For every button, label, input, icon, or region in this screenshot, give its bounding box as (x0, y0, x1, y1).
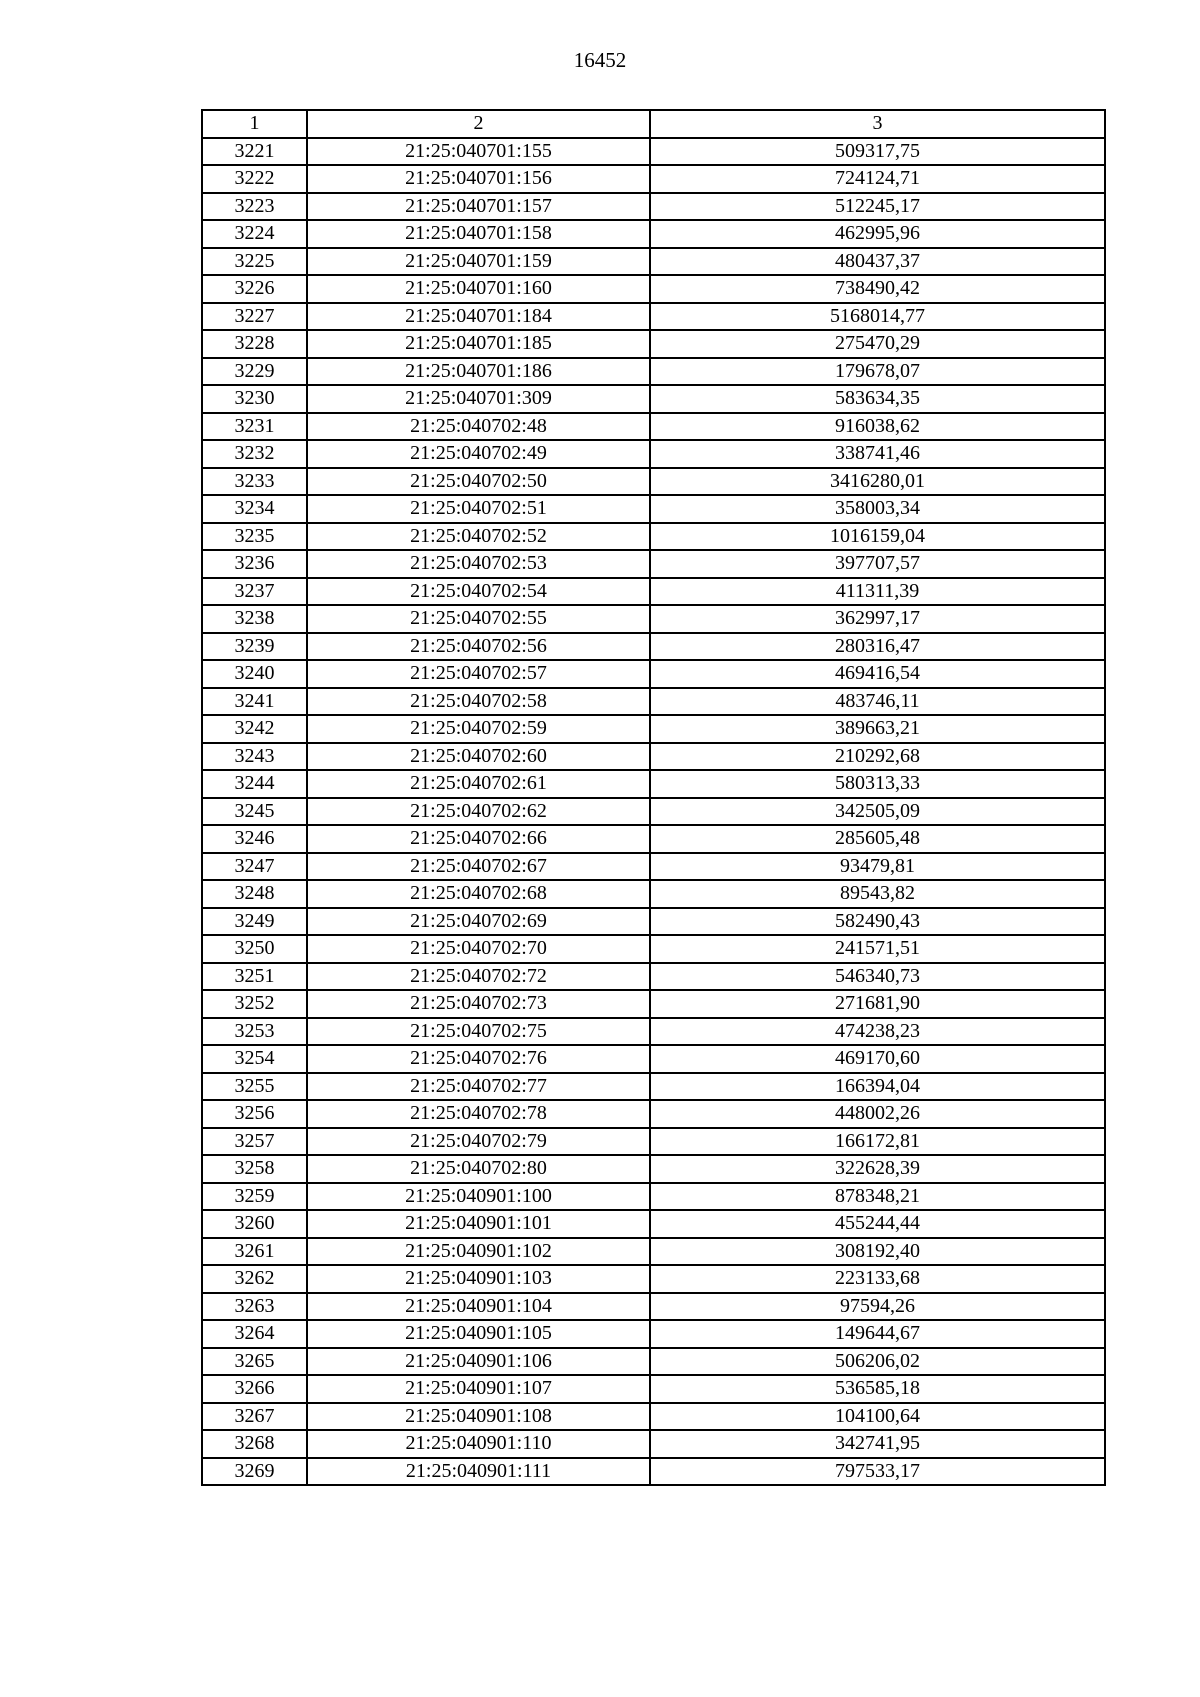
cadastral-number-cell: 21:25:040901:100 (307, 1183, 650, 1211)
cadastral-number-cell: 21:25:040702:53 (307, 550, 650, 578)
row-number-cell: 3259 (202, 1183, 307, 1211)
cadastral-number-cell: 21:25:040901:107 (307, 1375, 650, 1403)
row-number-cell: 3250 (202, 935, 307, 963)
cadastral-value-cell: 878348,21 (650, 1183, 1105, 1211)
cadastral-value-cell: 338741,46 (650, 440, 1105, 468)
table-row (202, 495, 1105, 523)
table-row (202, 330, 1105, 358)
cadastral-number-cell: 21:25:040702:56 (307, 633, 650, 661)
row-number-cell: 3244 (202, 770, 307, 798)
cadastral-value-cell: 358003,34 (650, 495, 1105, 523)
cadastral-number-cell: 21:25:040702:72 (307, 963, 650, 991)
cadastral-number-cell: 21:25:040702:68 (307, 880, 650, 908)
cadastral-number-cell: 21:25:040901:104 (307, 1293, 650, 1321)
cadastral-number-cell: 21:25:040901:101 (307, 1210, 650, 1238)
cadastral-number-cell: 21:25:040701:160 (307, 275, 650, 303)
cadastral-number-cell: 21:25:040701:156 (307, 165, 650, 193)
table-row (202, 413, 1105, 441)
row-number-cell: 3268 (202, 1430, 307, 1458)
cadastral-number-cell: 21:25:040702:78 (307, 1100, 650, 1128)
row-number-cell: 3235 (202, 523, 307, 551)
cadastral-value-cell: 448002,26 (650, 1100, 1105, 1128)
cadastral-number-cell: 21:25:040701:185 (307, 330, 650, 358)
page-number: 16452 (573, 48, 627, 72)
cadastral-number-cell: 21:25:040701:158 (307, 220, 650, 248)
row-number-cell: 3245 (202, 798, 307, 826)
cadastral-value-cell: 280316,47 (650, 633, 1105, 661)
table-row (202, 660, 1105, 688)
table-row (202, 523, 1105, 551)
cadastral-value-cell: 462995,96 (650, 220, 1105, 248)
cadastral-value-cell: 724124,71 (650, 165, 1105, 193)
table-row (202, 715, 1105, 743)
cadastral-number-cell: 21:25:040901:110 (307, 1430, 650, 1458)
row-number-cell: 3221 (202, 138, 307, 166)
cadastral-value-cell: 1016159,04 (650, 523, 1105, 551)
table-row (202, 578, 1105, 606)
cadastral-value-cell: 506206,02 (650, 1348, 1105, 1376)
cadastral-value-cell: 149644,67 (650, 1320, 1105, 1348)
table-row (202, 1183, 1105, 1211)
table-row (202, 358, 1105, 386)
table-row (202, 440, 1105, 468)
row-number-cell: 3227 (202, 303, 307, 331)
row-number-cell: 3248 (202, 880, 307, 908)
table-body (202, 138, 1105, 1486)
table-row (202, 798, 1105, 826)
cadastral-number-cell: 21:25:040901:103 (307, 1265, 650, 1293)
row-number-cell: 3236 (202, 550, 307, 578)
cadastral-value-cell: 342741,95 (650, 1430, 1105, 1458)
cadastral-value-cell: 3416280,01 (650, 468, 1105, 496)
table-row (202, 248, 1105, 276)
row-number-cell: 3224 (202, 220, 307, 248)
table-row (202, 880, 1105, 908)
cadastral-value-cell: 483746,11 (650, 688, 1105, 716)
cadastral-value-cell: 223133,68 (650, 1265, 1105, 1293)
table-row (202, 935, 1105, 963)
table-header (202, 110, 1105, 138)
cadastral-value-cell: 738490,42 (650, 275, 1105, 303)
cadastral-value-cell: 308192,40 (650, 1238, 1105, 1266)
row-number-cell: 3260 (202, 1210, 307, 1238)
row-number-cell: 3232 (202, 440, 307, 468)
row-number-cell: 3238 (202, 605, 307, 633)
row-number-cell: 3225 (202, 248, 307, 276)
row-number-cell: 3243 (202, 743, 307, 771)
header-row (202, 110, 1105, 138)
table-row (202, 1128, 1105, 1156)
cadastral-number-cell: 21:25:040702:60 (307, 743, 650, 771)
cadastral-value-cell: 474238,23 (650, 1018, 1105, 1046)
row-number-cell: 3242 (202, 715, 307, 743)
table-row (202, 1458, 1105, 1486)
row-number-cell: 3241 (202, 688, 307, 716)
table-row (202, 165, 1105, 193)
table-row (202, 468, 1105, 496)
cadastral-value-cell: 322628,39 (650, 1155, 1105, 1183)
row-number-cell: 3251 (202, 963, 307, 991)
cadastral-number-cell: 21:25:040702:55 (307, 605, 650, 633)
row-number-cell: 3223 (202, 193, 307, 221)
cadastral-number-cell: 21:25:040901:111 (307, 1458, 650, 1486)
cadastral-number-cell: 21:25:040702:52 (307, 523, 650, 551)
table-row (202, 1045, 1105, 1073)
cadastral-value-cell: 275470,29 (650, 330, 1105, 358)
cadastral-value-cell: 582490,43 (650, 908, 1105, 936)
table-row (202, 1018, 1105, 1046)
table-row (202, 138, 1105, 166)
cadastral-value-cell: 210292,68 (650, 743, 1105, 771)
table-row (202, 853, 1105, 881)
cadastral-value-cell: 389663,21 (650, 715, 1105, 743)
row-number-cell: 3226 (202, 275, 307, 303)
cadastral-number-cell: 21:25:040701:309 (307, 385, 650, 413)
row-number-cell: 3252 (202, 990, 307, 1018)
header-col-1: 1 (202, 110, 307, 138)
cadastral-value-cell: 89543,82 (650, 880, 1105, 908)
cadastral-number-cell: 21:25:040901:106 (307, 1348, 650, 1376)
row-number-cell: 3229 (202, 358, 307, 386)
cadastral-number-cell: 21:25:040701:157 (307, 193, 650, 221)
row-number-cell: 3255 (202, 1073, 307, 1101)
cadastral-value-cell: 93479,81 (650, 853, 1105, 881)
table-row (202, 688, 1105, 716)
table-row (202, 770, 1105, 798)
cadastral-number-cell: 21:25:040702:58 (307, 688, 650, 716)
cadastral-value-cell: 97594,26 (650, 1293, 1105, 1321)
table-row (202, 1403, 1105, 1431)
row-number-cell: 3263 (202, 1293, 307, 1321)
table-row (202, 275, 1105, 303)
cadastral-value-cell: 583634,35 (650, 385, 1105, 413)
cadastral-value-cell: 241571,51 (650, 935, 1105, 963)
header-col-3: 3 (650, 110, 1105, 138)
cadastral-number-cell: 21:25:040702:50 (307, 468, 650, 496)
cadastral-number-cell: 21:25:040901:102 (307, 1238, 650, 1266)
row-number-cell: 3228 (202, 330, 307, 358)
cadastral-value-cell: 469416,54 (650, 660, 1105, 688)
table-row (202, 550, 1105, 578)
row-number-cell: 3237 (202, 578, 307, 606)
cadastral-value-table (201, 109, 1106, 1486)
cadastral-value-cell: 797533,17 (650, 1458, 1105, 1486)
cadastral-value-cell: 536585,18 (650, 1375, 1105, 1403)
row-number-cell: 3269 (202, 1458, 307, 1486)
cadastral-value-cell: 166394,04 (650, 1073, 1105, 1101)
table-row (202, 743, 1105, 771)
row-number-cell: 3264 (202, 1320, 307, 1348)
cadastral-value-cell: 512245,17 (650, 193, 1105, 221)
cadastral-value-cell: 546340,73 (650, 963, 1105, 991)
cadastral-value-cell: 397707,57 (650, 550, 1105, 578)
cadastral-value-cell: 104100,64 (650, 1403, 1105, 1431)
cadastral-number-cell: 21:25:040702:77 (307, 1073, 650, 1101)
cadastral-number-cell: 21:25:040702:80 (307, 1155, 650, 1183)
cadastral-value-cell: 509317,75 (650, 138, 1105, 166)
table-row (202, 1210, 1105, 1238)
table-row (202, 1155, 1105, 1183)
table-row (202, 908, 1105, 936)
row-number-cell: 3258 (202, 1155, 307, 1183)
table-row (202, 963, 1105, 991)
cadastral-value-cell: 342505,09 (650, 798, 1105, 826)
row-number-cell: 3266 (202, 1375, 307, 1403)
cadastral-number-cell: 21:25:040702:73 (307, 990, 650, 1018)
cadastral-number-cell: 21:25:040702:75 (307, 1018, 650, 1046)
table-row (202, 1375, 1105, 1403)
cadastral-value-cell: 580313,33 (650, 770, 1105, 798)
cadastral-value-cell: 411311,39 (650, 578, 1105, 606)
table-row (202, 1430, 1105, 1458)
row-number-cell: 3254 (202, 1045, 307, 1073)
cadastral-number-cell: 21:25:040702:61 (307, 770, 650, 798)
cadastral-number-cell: 21:25:040702:66 (307, 825, 650, 853)
cadastral-number-cell: 21:25:040701:159 (307, 248, 650, 276)
cadastral-number-cell: 21:25:040702:62 (307, 798, 650, 826)
row-number-cell: 3231 (202, 413, 307, 441)
table-row (202, 825, 1105, 853)
table-row (202, 605, 1105, 633)
header-col-2: 2 (307, 110, 650, 138)
row-number-cell: 3233 (202, 468, 307, 496)
table-row (202, 1348, 1105, 1376)
cadastral-value-cell: 455244,44 (650, 1210, 1105, 1238)
cadastral-value-cell: 469170,60 (650, 1045, 1105, 1073)
row-number-cell: 3265 (202, 1348, 307, 1376)
cadastral-value-cell: 916038,62 (650, 413, 1105, 441)
cadastral-number-cell: 21:25:040702:69 (307, 908, 650, 936)
cadastral-number-cell: 21:25:040901:108 (307, 1403, 650, 1431)
cadastral-number-cell: 21:25:040701:155 (307, 138, 650, 166)
table-row (202, 303, 1105, 331)
row-number-cell: 3222 (202, 165, 307, 193)
cadastral-value-cell: 179678,07 (650, 358, 1105, 386)
cadastral-value-cell: 5168014,77 (650, 303, 1105, 331)
table-row (202, 633, 1105, 661)
row-number-cell: 3256 (202, 1100, 307, 1128)
cadastral-number-cell: 21:25:040702:70 (307, 935, 650, 963)
table-row (202, 1293, 1105, 1321)
row-number-cell: 3261 (202, 1238, 307, 1266)
table-row (202, 1265, 1105, 1293)
cadastral-value-cell: 362997,17 (650, 605, 1105, 633)
table-row (202, 990, 1105, 1018)
cadastral-number-cell: 21:25:040702:57 (307, 660, 650, 688)
row-number-cell: 3262 (202, 1265, 307, 1293)
row-number-cell: 3230 (202, 385, 307, 413)
row-number-cell: 3247 (202, 853, 307, 881)
row-number-cell: 3257 (202, 1128, 307, 1156)
cadastral-number-cell: 21:25:040702:79 (307, 1128, 650, 1156)
cadastral-number-cell: 21:25:040702:54 (307, 578, 650, 606)
cadastral-number-cell: 21:25:040702:48 (307, 413, 650, 441)
row-number-cell: 3246 (202, 825, 307, 853)
cadastral-value-cell: 480437,37 (650, 248, 1105, 276)
cadastral-value-cell: 285605,48 (650, 825, 1105, 853)
cadastral-number-cell: 21:25:040702:76 (307, 1045, 650, 1073)
row-number-cell: 3249 (202, 908, 307, 936)
cadastral-value-cell: 271681,90 (650, 990, 1105, 1018)
cadastral-number-cell: 21:25:040702:67 (307, 853, 650, 881)
row-number-cell: 3234 (202, 495, 307, 523)
table-row (202, 385, 1105, 413)
table-row (202, 1073, 1105, 1101)
cadastral-number-cell: 21:25:040901:105 (307, 1320, 650, 1348)
row-number-cell: 3240 (202, 660, 307, 688)
cadastral-number-cell: 21:25:040702:59 (307, 715, 650, 743)
cadastral-number-cell: 21:25:040701:184 (307, 303, 650, 331)
cadastral-number-cell: 21:25:040701:186 (307, 358, 650, 386)
table-row (202, 1100, 1105, 1128)
cadastral-value-cell: 166172,81 (650, 1128, 1105, 1156)
table-row (202, 193, 1105, 221)
table-row (202, 220, 1105, 248)
row-number-cell: 3253 (202, 1018, 307, 1046)
table-row (202, 1320, 1105, 1348)
row-number-cell: 3267 (202, 1403, 307, 1431)
row-number-cell: 3239 (202, 633, 307, 661)
table-row (202, 1238, 1105, 1266)
cadastral-number-cell: 21:25:040702:51 (307, 495, 650, 523)
cadastral-number-cell: 21:25:040702:49 (307, 440, 650, 468)
